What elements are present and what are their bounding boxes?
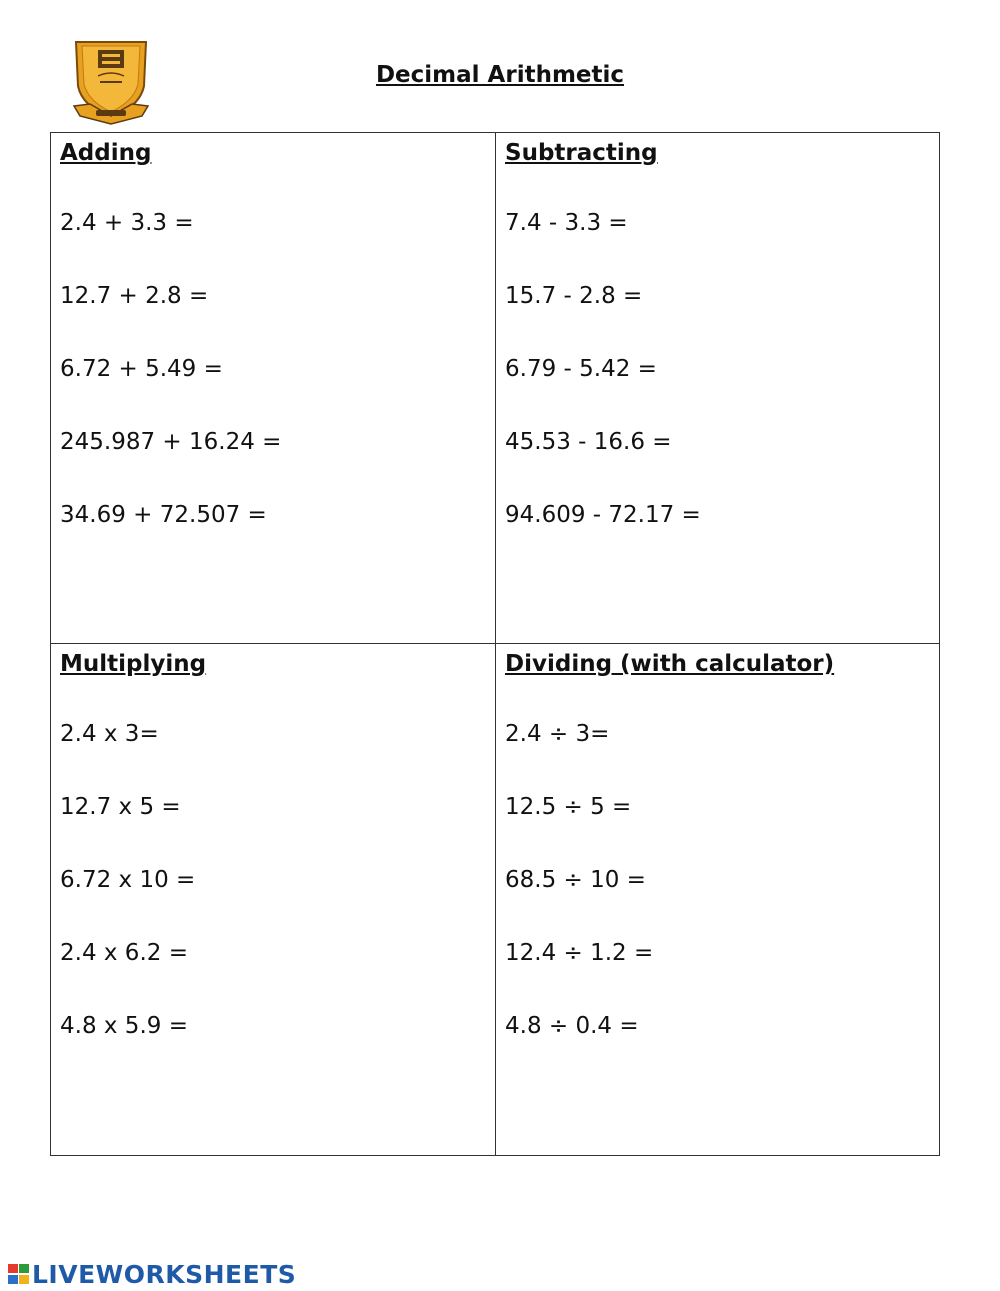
problem-item: 45.53 - 16.6 =: [505, 429, 672, 455]
problem-item: 12.7 x 5 =: [60, 794, 181, 820]
problem-item: 12.5 ÷ 5 =: [505, 794, 632, 820]
problem-item: 68.5 ÷ 10 =: [505, 867, 646, 893]
problem-item: 7.4 - 3.3 =: [505, 210, 628, 236]
problem-item: 6.72 x 10 =: [60, 867, 196, 893]
problem-item: 2.4 x 6.2 =: [60, 940, 188, 966]
section-subtracting: [496, 133, 940, 643]
section-dividing: [496, 644, 940, 1154]
problem-item: 6.79 - 5.42 =: [505, 356, 657, 382]
problem-item: 4.8 x 5.9 =: [60, 1013, 188, 1039]
problem-item: 6.72 + 5.49 =: [60, 356, 223, 382]
liveworksheets-logo-icon: [8, 1262, 30, 1286]
liveworksheets-brand[interactable]: [8, 1258, 296, 1290]
problem-item: 245.987 + 16.24 =: [60, 429, 282, 455]
problem-item: 2.4 + 3.3 =: [60, 210, 194, 236]
problem-item: 15.7 - 2.8 =: [505, 283, 643, 309]
section-heading: Dividing (with calculator): [505, 651, 835, 677]
problem-item: 2.4 ÷ 3=: [505, 721, 610, 747]
brand-name: LIVEWORKSHEETS: [32, 1259, 297, 1289]
section-multiplying: [51, 644, 495, 1154]
problem-item: 34.69 + 72.507 =: [60, 502, 267, 528]
problem-item: 94.609 - 72.17 =: [505, 502, 701, 528]
section-adding: [51, 133, 495, 643]
section-heading: Subtracting: [505, 140, 658, 166]
page-title: Decimal Arithmetic: [375, 62, 625, 88]
problem-item: 12.7 + 2.8 =: [60, 283, 209, 309]
worksheet-grid: [50, 132, 940, 1156]
section-heading: Multiplying: [60, 651, 207, 677]
section-heading: Adding: [60, 140, 152, 166]
problem-item: 2.4 x 3=: [60, 721, 159, 747]
problem-item: 12.4 ÷ 1.2 =: [505, 940, 654, 966]
problem-item: 4.8 ÷ 0.4 =: [505, 1013, 639, 1039]
